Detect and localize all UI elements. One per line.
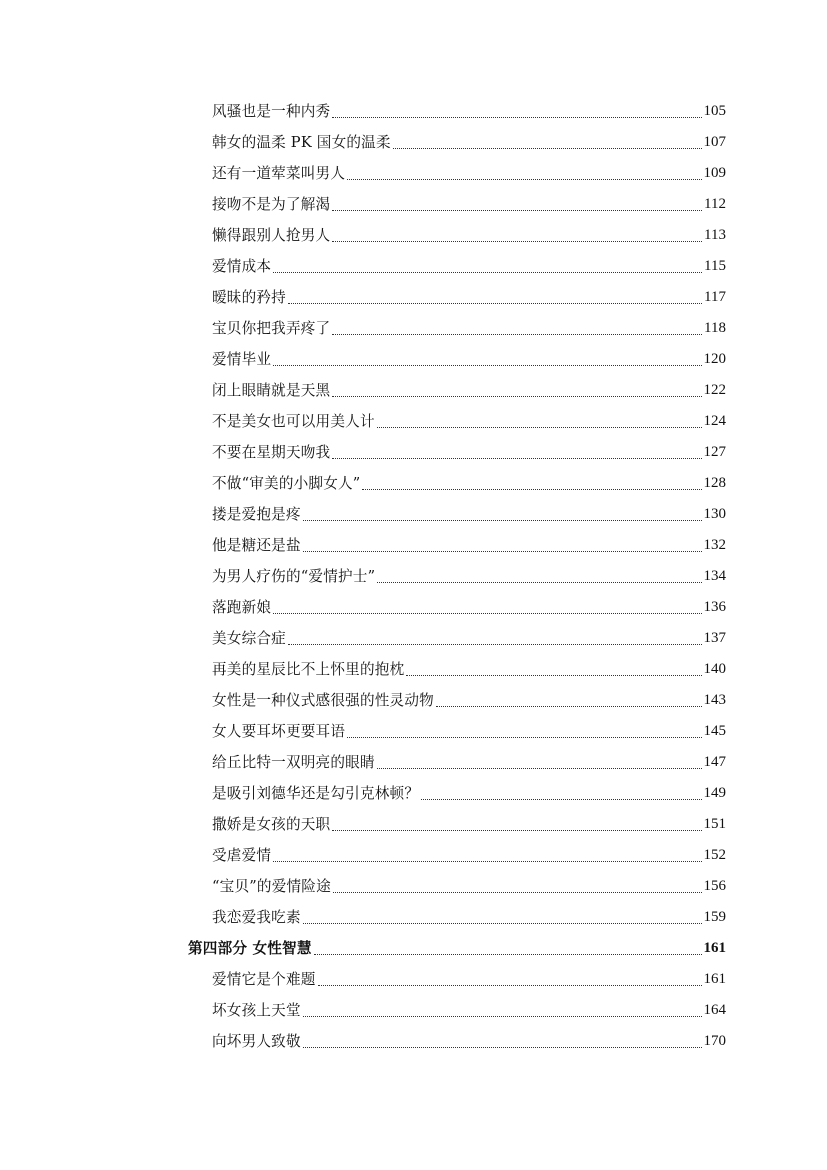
toc-entry-page-number: 128 xyxy=(703,475,726,491)
toc-entry-title: 接吻不是为了解渴 xyxy=(212,196,331,213)
toc-entry-title: 再美的星辰比不上怀里的抱枕 xyxy=(212,661,405,678)
toc-entry[interactable] xyxy=(212,468,726,499)
toc-entry-title: 暧昧的矜持 xyxy=(212,289,286,306)
dot-leader xyxy=(288,643,702,645)
dot-leader xyxy=(273,364,701,366)
toc-entry-page-number: 161 xyxy=(703,940,726,956)
table-of-contents xyxy=(0,96,827,1057)
dot-leader xyxy=(362,488,701,490)
toc-entry-title: 撒娇是女孩的天职 xyxy=(212,816,331,833)
toc-entry-page-number: 164 xyxy=(703,1002,726,1018)
toc-entry-page-number: 145 xyxy=(703,723,726,739)
toc-entry[interactable] xyxy=(212,282,726,313)
toc-entry[interactable] xyxy=(212,189,726,220)
toc-entry-title: 第四部分 女性智慧 xyxy=(188,940,312,957)
toc-entry-page-number: 151 xyxy=(703,816,726,832)
toc-entry-page-number: 156 xyxy=(703,878,726,894)
toc-entry[interactable] xyxy=(212,127,726,158)
toc-entry[interactable] xyxy=(212,313,726,344)
toc-entry-page-number: 137 xyxy=(703,630,726,646)
toc-entry-title: 爱情它是个难题 xyxy=(212,971,316,988)
toc-entry-page-number: 127 xyxy=(703,444,726,460)
dot-leader xyxy=(332,829,701,831)
toc-entry[interactable] xyxy=(212,158,726,189)
dot-leader xyxy=(303,1046,702,1048)
dot-leader xyxy=(332,333,702,335)
toc-entry-page-number: 118 xyxy=(704,320,726,336)
toc-entry[interactable] xyxy=(212,716,726,747)
toc-entry[interactable] xyxy=(212,871,726,902)
toc-entry-title: 爱情成本 xyxy=(212,258,272,275)
toc-entry-title: “宝贝”的爱情险途 xyxy=(212,878,331,895)
toc-entry-title: 受虐爱情 xyxy=(212,847,272,864)
toc-entry-page-number: 134 xyxy=(703,568,726,584)
toc-entry-page-number: 109 xyxy=(703,165,726,181)
toc-entry-title: 我恋爱我吃素 xyxy=(212,909,301,926)
toc-entry-page-number: 143 xyxy=(703,692,726,708)
toc-entry-title: 不要在星期天吻我 xyxy=(212,444,331,461)
toc-entry[interactable] xyxy=(212,530,726,561)
toc-entry-title: 为男人疗伤的“爱情护士” xyxy=(212,568,376,585)
toc-entry[interactable] xyxy=(212,654,726,685)
toc-entry[interactable] xyxy=(212,747,726,778)
dot-leader xyxy=(377,767,702,769)
dot-leader xyxy=(303,922,702,924)
toc-entry-title: 韩女的温柔 PK 国女的温柔 xyxy=(212,134,391,151)
toc-entry[interactable] xyxy=(212,902,726,933)
toc-entry-page-number: 170 xyxy=(703,1033,726,1049)
toc-entry-page-number: 105 xyxy=(703,103,726,119)
toc-entry-title: 风骚也是一种内秀 xyxy=(212,103,331,120)
dot-leader xyxy=(303,550,702,552)
toc-entry-title: 懒得跟别人抢男人 xyxy=(212,227,331,244)
toc-entry-title: 宝贝你把我弄疼了 xyxy=(212,320,331,337)
toc-entry-page-number: 124 xyxy=(703,413,726,429)
dot-leader xyxy=(303,1015,702,1017)
dot-leader xyxy=(333,891,702,893)
dot-leader xyxy=(436,705,702,707)
dot-leader xyxy=(273,612,701,614)
toc-entry-page-number: 107 xyxy=(703,134,726,150)
dot-leader xyxy=(332,116,701,118)
toc-entry[interactable] xyxy=(212,220,726,251)
toc-entry-page-number: 152 xyxy=(703,847,726,863)
dot-leader xyxy=(273,860,701,862)
dot-leader xyxy=(421,798,701,800)
dot-leader xyxy=(332,209,702,211)
toc-entry-page-number: 136 xyxy=(703,599,726,615)
toc-entry-title: 向坏男人致敬 xyxy=(212,1033,301,1050)
toc-entry[interactable] xyxy=(212,499,726,530)
toc-entry[interactable] xyxy=(212,344,726,375)
toc-entry-page-number: 159 xyxy=(703,909,726,925)
dot-leader xyxy=(288,302,702,304)
toc-entry[interactable] xyxy=(212,685,726,716)
toc-entry[interactable] xyxy=(212,561,726,592)
toc-entry[interactable] xyxy=(212,809,726,840)
toc-entry-title: 给丘比特一双明亮的眼睛 xyxy=(212,754,375,771)
dot-leader xyxy=(332,457,701,459)
toc-entry-title: 美女综合症 xyxy=(212,630,286,647)
dot-leader xyxy=(347,736,701,738)
toc-entry-page-number: 122 xyxy=(703,382,726,398)
toc-entry-page-number: 161 xyxy=(703,971,726,987)
toc-entry[interactable] xyxy=(212,623,726,654)
dot-leader xyxy=(273,271,702,273)
toc-entry[interactable] xyxy=(212,251,726,282)
toc-section-entry[interactable] xyxy=(188,933,726,964)
dot-leader xyxy=(314,953,702,955)
toc-entry-title: 不做“审美的小脚女人” xyxy=(212,475,361,492)
toc-entry[interactable] xyxy=(212,592,726,623)
dot-leader xyxy=(377,426,702,428)
toc-entry-title: 他是糖还是盐 xyxy=(212,537,301,554)
toc-entry-page-number: 115 xyxy=(704,258,726,274)
toc-entry[interactable] xyxy=(212,964,726,995)
dot-leader xyxy=(347,178,701,180)
toc-entry[interactable] xyxy=(212,96,726,127)
toc-entry-page-number: 113 xyxy=(704,227,726,243)
toc-entry-page-number: 130 xyxy=(703,506,726,522)
toc-entry[interactable] xyxy=(212,406,726,437)
toc-entry-page-number: 120 xyxy=(703,351,726,367)
toc-entry-title: 坏女孩上天堂 xyxy=(212,1002,301,1019)
toc-entry-page-number: 112 xyxy=(704,196,726,212)
dot-leader xyxy=(303,519,702,521)
toc-entry[interactable] xyxy=(212,437,726,468)
toc-entry-page-number: 140 xyxy=(703,661,726,677)
toc-entry-page-number: 147 xyxy=(703,754,726,770)
toc-entry[interactable] xyxy=(212,840,726,871)
toc-entry-title: 落跑新娘 xyxy=(212,599,272,616)
toc-entry-title: 不是美女也可以用美人计 xyxy=(212,413,375,430)
dot-leader xyxy=(318,984,702,986)
toc-entry-title: 女人要耳坏更要耳语 xyxy=(212,723,346,740)
dot-leader xyxy=(406,674,701,676)
toc-entry[interactable] xyxy=(212,995,726,1026)
toc-entry-page-number: 132 xyxy=(703,537,726,553)
toc-entry-page-number: 117 xyxy=(704,289,726,305)
toc-entry[interactable] xyxy=(212,375,726,406)
toc-entry-title: 还有一道荤菜叫男人 xyxy=(212,165,346,182)
toc-entry-title: 是吸引刘德华还是勾引克林顿？ xyxy=(212,785,420,802)
dot-leader xyxy=(332,240,702,242)
toc-entry-title: 闭上眼睛就是天黑 xyxy=(212,382,331,399)
dot-leader xyxy=(393,147,702,149)
toc-entry-page-number: 149 xyxy=(703,785,726,801)
toc-entry[interactable] xyxy=(212,778,726,809)
dot-leader xyxy=(332,395,701,397)
toc-entry-title: 女性是一种仪式感很强的性灵动物 xyxy=(212,692,434,709)
toc-entry-title: 爱情毕业 xyxy=(212,351,272,368)
toc-entry-title: 搂是爱抱是疼 xyxy=(212,506,301,523)
dot-leader xyxy=(377,581,701,583)
toc-entry[interactable] xyxy=(212,1026,726,1057)
